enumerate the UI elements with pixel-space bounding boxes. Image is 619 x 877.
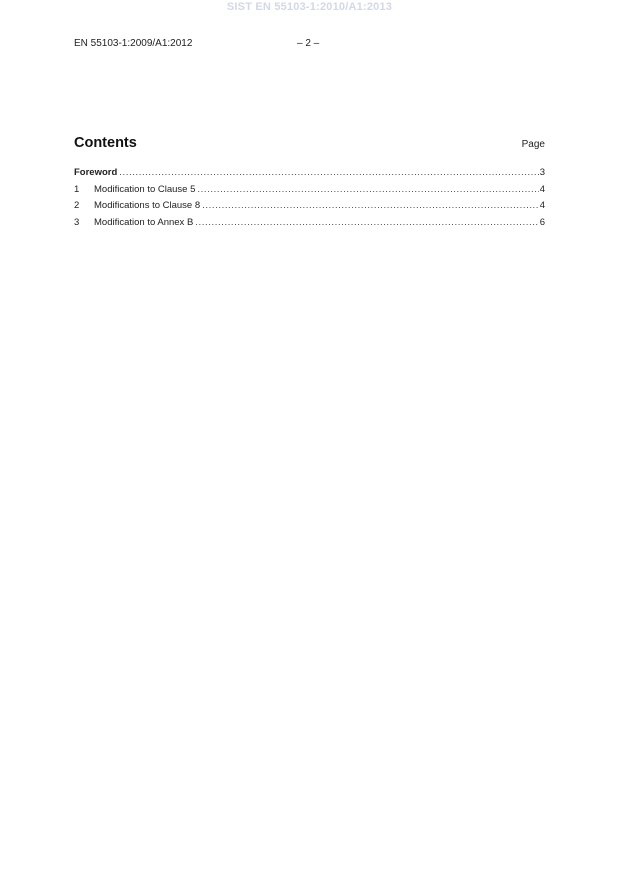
toc-leader-dots <box>197 184 538 195</box>
toc-entry-title: Foreword <box>74 167 118 178</box>
watermark: SIST EN 55103-1:2010/A1:2013 <box>226 1 393 13</box>
table-of-contents <box>74 167 545 233</box>
toc-entry-page: 6 <box>539 216 545 228</box>
toc-entry-page: 4 <box>539 200 545 211</box>
toc-leader-dots <box>119 167 538 178</box>
toc-entry-clause-1[interactable] <box>74 184 545 201</box>
toc-entry-clause-2[interactable] <box>74 200 545 217</box>
toc-entry-number: 2 <box>74 200 80 211</box>
running-header-document-id: EN 55103-1:2009/A1:2012 <box>74 38 193 49</box>
toc-entry-page: 4 <box>539 183 545 195</box>
page-number: – 2 – <box>297 38 320 49</box>
toc-entry-number: 3 <box>74 216 80 228</box>
contents-heading: Contents <box>74 135 137 151</box>
toc-entry-title: Modification to Annex B <box>94 216 194 228</box>
page-column-label: Page <box>521 139 545 150</box>
toc-entry-page: 3 <box>539 167 545 178</box>
toc-leader-dots <box>195 217 538 228</box>
toc-entry-clause-3[interactable] <box>74 217 545 234</box>
toc-entry-title: Modifications to Clause 8 <box>94 200 201 211</box>
toc-leader-dots <box>202 200 539 211</box>
toc-entry-title: Modification to Clause 5 <box>94 183 196 195</box>
toc-entry-foreword[interactable] <box>74 167 545 184</box>
toc-entry-number: 1 <box>74 183 80 195</box>
